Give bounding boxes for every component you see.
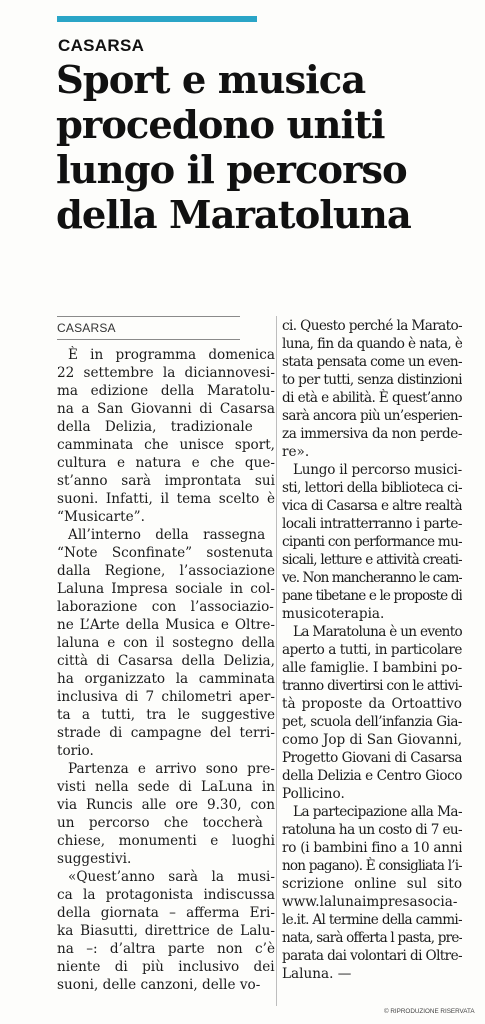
text-line: dalla Regione, l’associazione [57, 563, 275, 579]
text-line: suoni, delle canzoni, delle vo- [57, 977, 261, 993]
text-line: All’interno della rassegna [68, 527, 266, 543]
text-line: chiese, monumenti e luoghi [57, 833, 275, 849]
text-line: aperto a tutti, in particolare [282, 642, 462, 658]
text-line: ta a tutti, tra le suggestive [57, 707, 275, 723]
text-line: ci. Questo perché la Marato- [282, 318, 462, 334]
text-line: alle famiglie. I bambini po- [282, 660, 462, 676]
text-line: inclusiva di 7 chilometri aper- [57, 689, 275, 705]
copyright-notice: © RIPRODUZIONE RISERVATA [384, 1008, 475, 1015]
article-column-left [57, 346, 275, 994]
text-line: stata pensata come un even- [282, 354, 462, 370]
text-line: ca la protagonista indiscussa [57, 887, 275, 903]
text-line: È in programma domenica [68, 347, 275, 363]
accent-bar [57, 16, 257, 22]
text-line: della Delizia, tradizionale [57, 419, 253, 435]
text-line: na a San Giovanni di Casarsa [57, 401, 275, 417]
text-line: pane tibetane e le proposte di [282, 588, 462, 604]
text-line: to per tutti, senza distinzioni [282, 372, 462, 388]
text-line: Lungo il percorso musici- [293, 462, 462, 478]
text-line: visti nella sede di LaLuna in [57, 779, 275, 795]
text-line: torio. [57, 743, 94, 759]
text-line: sicali, letture e attività creati- [282, 552, 462, 568]
text-line: «Quest’anno sarà la musi- [68, 869, 275, 885]
text-line: como Jop di San Giovanni, [282, 732, 462, 748]
text-line: La partecipazione alla Ma- [293, 804, 462, 820]
text-line: le.it. Al termine della cammi- [282, 912, 462, 928]
text-line: ma edizione della Maratolu- [57, 383, 275, 399]
text-line: La Maratoluna è un evento [293, 624, 462, 640]
headline-line: procedono uniti [56, 103, 385, 148]
text-line: ka Biasutti, direttrice de Lalu- [57, 923, 275, 939]
text-line: “Musicarte”. [57, 509, 145, 525]
text-line: città di Casarsa della Delizia, [57, 653, 275, 669]
text-line: ha organizzato la camminata [57, 671, 275, 687]
text-line: laborazione con l’associazio- [57, 599, 274, 615]
text-line: laluna e con il sostegno della [57, 635, 275, 651]
text-line: parata dai volontari di Oltre- [282, 948, 462, 964]
text-line: di età e abilità. È quest’anno [282, 390, 462, 406]
text-line: un percorso che toccherà [57, 815, 263, 831]
text-line: st’anno sarà improntata sui [57, 473, 275, 489]
text-line: Laluna Impresa sociale in col- [57, 581, 275, 597]
text-line: Pollicino. [282, 786, 345, 802]
text-line: ve. Non mancheranno le cam- [282, 570, 462, 586]
article-column-right [282, 317, 462, 983]
text-line: della giornata – afferma Eri- [57, 905, 275, 921]
text-line: strade di campagne del terri- [57, 725, 275, 741]
text-line: “Note Sconfinate” sostenuta [57, 545, 274, 561]
text-line: scrizione online sul sito [282, 876, 462, 892]
text-line: ne L’Arte della Musica e Oltre- [57, 617, 275, 633]
text-line: nata, sarà offerta l pasta, pre- [282, 930, 462, 946]
text-line: pet, scuola dell’infanzia Gia- [282, 714, 462, 730]
text-line: Progetto Giovani di Casarsa [282, 750, 462, 766]
text-line: tà proposte da Ortoattivo [282, 696, 462, 712]
text-line: Laluna. — [282, 966, 352, 982]
text-line: re». [282, 444, 310, 460]
text-line: locali intratterranno i parte- [282, 516, 462, 532]
text-line: niente di più inclusivo dei [57, 959, 275, 975]
kicker: CASARSA [58, 36, 145, 55]
text-line: musicoterapia. [282, 606, 385, 622]
text-line: luna, fin da quando è nata, è [282, 336, 462, 352]
headline [56, 58, 476, 238]
text-line: ratoluna ha un costo di 7 eu- [282, 822, 462, 838]
text-line: Partenza e arrivo sono pre- [68, 761, 275, 777]
text-line: camminata che unisce sport, [57, 437, 275, 453]
text-line: 22 settembre la diciannovesi- [57, 365, 275, 381]
text-line: sarà ancora più un’esperien- [282, 408, 462, 424]
text-line: cipanti con performance mu- [282, 534, 462, 550]
text-line: na –: d’altra parte non c’è [57, 941, 275, 957]
text-line: za immersiva da non perde- [282, 426, 462, 442]
section-label: CASARSA [57, 316, 240, 340]
text-line: vica di Casarsa e altre realtà [282, 498, 462, 514]
text-line: suoni. Infatti, il tema scelto è [57, 491, 275, 507]
text-line: www.lalunaimpresasocia- [282, 894, 458, 910]
text-line: sti, lettori della biblioteca ci- [282, 480, 462, 496]
text-line: suggestivi. [57, 851, 132, 867]
text-line: via Runcis alle ore 9.30, con [57, 797, 275, 813]
text-line: tranno divertirsi con le attivi- [282, 678, 462, 694]
text-line: della Delizia e Centro Gioco [282, 768, 462, 784]
headline-line: Sport e musica [56, 58, 366, 103]
column-divider [276, 316, 277, 1006]
headline-line: della Maratoluna [56, 193, 411, 238]
text-line: cultura e natura e che que- [57, 455, 275, 471]
text-line: non pagano). È consigliata l’i- [282, 858, 462, 874]
text-line: ro (i bambini fino a 10 anni [282, 840, 462, 856]
headline-line: lungo il percorso [56, 148, 407, 193]
